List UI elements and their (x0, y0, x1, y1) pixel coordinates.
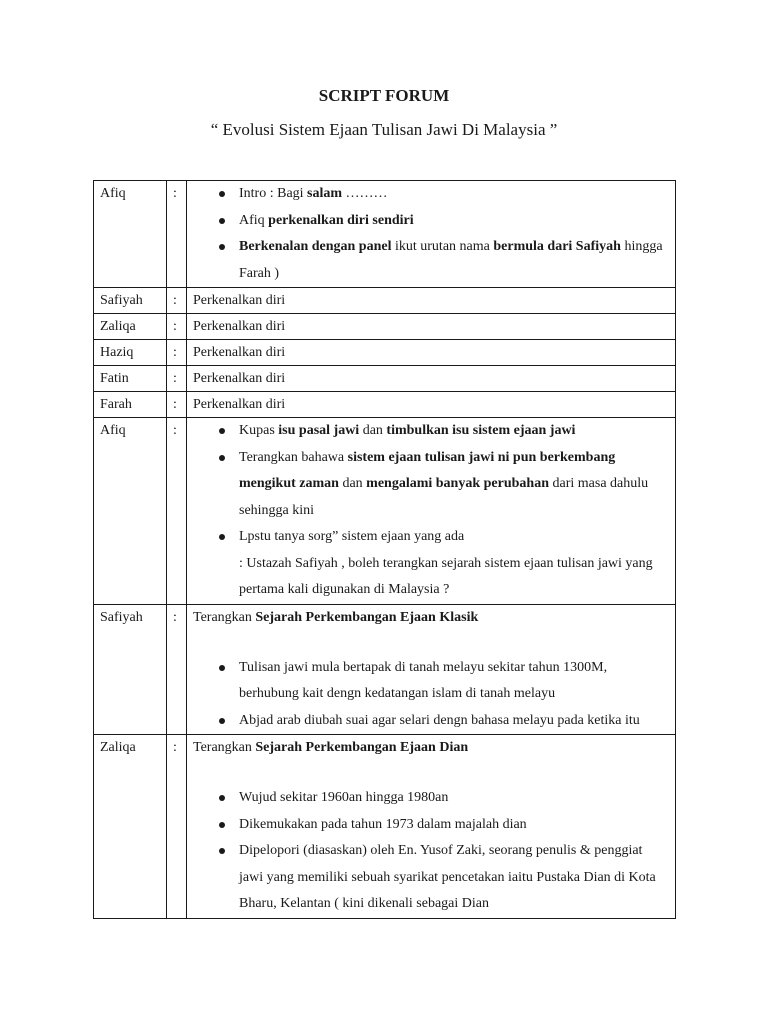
speaker-name: Zaliqa (100, 740, 136, 755)
colon-cell (167, 181, 187, 288)
script-row (94, 340, 676, 366)
bullet-text: Lpstu tanya sorg” sistem ejaan yang ada (239, 529, 465, 544)
intro-text: Terangkan (193, 740, 256, 755)
speaker-cell (94, 314, 167, 340)
bullet-bold-text: sistem ejaan tulisan jawi ni pun berkembang mengikut zaman (239, 449, 616, 491)
bullet-item (239, 655, 669, 708)
speaker-name: Safiyah (100, 293, 143, 308)
document-subtitle: “ Evolusi Sistem Ejaan Tulisan Jawi Di Malaysia ” (210, 120, 558, 139)
script-table (93, 180, 676, 919)
bullet-item (239, 418, 669, 445)
script-row (94, 314, 676, 340)
speaker-name: Haziq (100, 345, 134, 360)
intro-bold-text: Sejarah Perkembangan Ejaan Dian (255, 740, 469, 755)
speaker-cell (94, 366, 167, 392)
colon-cell (167, 392, 187, 418)
bullet-bold-text: perkenalkan diri sendiri (268, 212, 414, 228)
blank-line (193, 630, 669, 655)
colon-cell (167, 288, 187, 314)
row-text: Perkenalkan diri (193, 371, 286, 386)
bullet-bold-text: salam (307, 186, 343, 201)
speaker-cell (94, 181, 167, 288)
document-title: SCRIPT FORUM (318, 86, 450, 105)
speaker-cell (94, 418, 167, 605)
bullet-bold-text: mengalami banyak perubahan (366, 476, 549, 491)
colon-separator: : (173, 397, 177, 412)
script-row (94, 288, 676, 314)
bullet-text: Dipelopori (diasaskan) oleh En. Yusof Zaki, seorang penulis & penggiat jawi yang memiliki sebuah syarikat pencetakan iaitu Pustaka Dian di Kota Bharu, Kelantan ( kini dikenali sebagai Dian (239, 843, 656, 911)
speaker-cell (94, 735, 167, 919)
script-row (94, 604, 676, 735)
section-intro (193, 735, 669, 760)
row-text: Perkenalkan diri (193, 345, 286, 360)
content-cell (187, 392, 676, 418)
bullet-text: ……… (342, 186, 388, 201)
bullet-text: dari masa dahulu sehingga kini (239, 476, 649, 518)
section-intro (193, 605, 669, 630)
continuation-text: : Ustazah Safiyah , boleh terangkan sejarah sistem ejaan tulisan jawi yang pertama kali digunakan di Malaysia ? (239, 555, 653, 597)
content-cell (187, 366, 676, 392)
bullet-text: Intro : Bagi (239, 186, 308, 201)
bullet-item (239, 524, 669, 551)
bullet-text: Terangkan bahawa (239, 449, 348, 465)
bullet-text: Wujud sekitar 1960an hingga 1980an (239, 790, 449, 805)
colon-separator: : (173, 609, 177, 625)
content-cell (187, 314, 676, 340)
content-cell (187, 418, 676, 605)
colon-separator: : (173, 186, 177, 201)
bullet-list (193, 181, 669, 287)
colon-separator: : (173, 345, 177, 360)
bullet-text: Kupas (239, 423, 279, 438)
bullet-item (239, 785, 669, 812)
speaker-cell (94, 340, 167, 366)
colon-separator: : (173, 423, 177, 438)
bullet-text: hingga Farah ) (239, 239, 663, 281)
colon-cell (167, 366, 187, 392)
speaker-name: Zaliqa (100, 319, 136, 334)
script-row (94, 735, 676, 919)
bullet-item (239, 234, 669, 287)
bullet-text: Tulisan jawi mula bertapak di tanah melayu sekitar tahun 1300M, berhubung kait dengn kedatangan islam di tanah melayu (239, 659, 608, 701)
speaker-cell (94, 288, 167, 314)
bullet-text: dan (359, 423, 387, 438)
content-cell (187, 604, 676, 735)
bullet-list (193, 655, 669, 735)
colon-cell (167, 418, 187, 605)
bullet-bold-text: timbulkan isu sistem ejaan jawi (386, 423, 576, 438)
bullet-list (193, 418, 669, 551)
row-text: Perkenalkan diri (193, 319, 286, 334)
content-cell (187, 181, 676, 288)
bullet-list (193, 785, 669, 918)
speaker-cell (94, 392, 167, 418)
content-cell (187, 340, 676, 366)
colon-cell (167, 340, 187, 366)
speaker-name: Afiq (100, 186, 126, 201)
intro-bold-text: Sejarah Perkembangan Ejaan Klasik (255, 609, 479, 625)
bullet-bold-text: bermula dari Safiyah (493, 239, 621, 254)
bullet-item (239, 708, 669, 735)
colon-cell (167, 735, 187, 919)
bullet-bold-text: Berkenalan dengan panel (239, 239, 392, 254)
colon-separator: : (173, 319, 177, 334)
bullet-bold-text: isu pasal jawi (278, 423, 360, 438)
script-row (94, 418, 676, 605)
speaker-name: Afiq (100, 423, 126, 438)
content-cell (187, 735, 676, 919)
content-cell (187, 288, 676, 314)
bullet-text: Dikemukakan pada tahun 1973 dalam majalah dian (239, 816, 527, 832)
bullet-item (239, 838, 669, 918)
row-text: Perkenalkan diri (193, 397, 286, 412)
colon-cell (167, 314, 187, 340)
bullet-item (239, 812, 669, 839)
colon-separator: : (173, 371, 177, 386)
bullet-item (239, 445, 669, 525)
bullet-text: Abjad arab diubah suai agar selari dengn bahasa melayu pada ketika itu (239, 712, 640, 728)
bullet-item (239, 181, 669, 208)
speaker-name: Farah (100, 397, 132, 412)
speaker-cell (94, 604, 167, 735)
bullet-text: ikut urutan nama (391, 239, 494, 254)
script-row (94, 366, 676, 392)
colon-cell (167, 604, 187, 735)
bullet-text: dan (338, 476, 367, 491)
script-row (94, 181, 676, 288)
speaker-name: Fatin (100, 371, 129, 386)
script-row (94, 392, 676, 418)
row-text: Perkenalkan diri (193, 293, 286, 308)
intro-text: Terangkan (193, 609, 256, 625)
bullet-text: Afiq (239, 212, 269, 228)
colon-separator: : (173, 740, 177, 755)
bullet-item (239, 208, 669, 235)
blank-line (193, 760, 669, 785)
colon-separator: : (173, 293, 177, 308)
speaker-name: Safiyah (100, 609, 143, 625)
